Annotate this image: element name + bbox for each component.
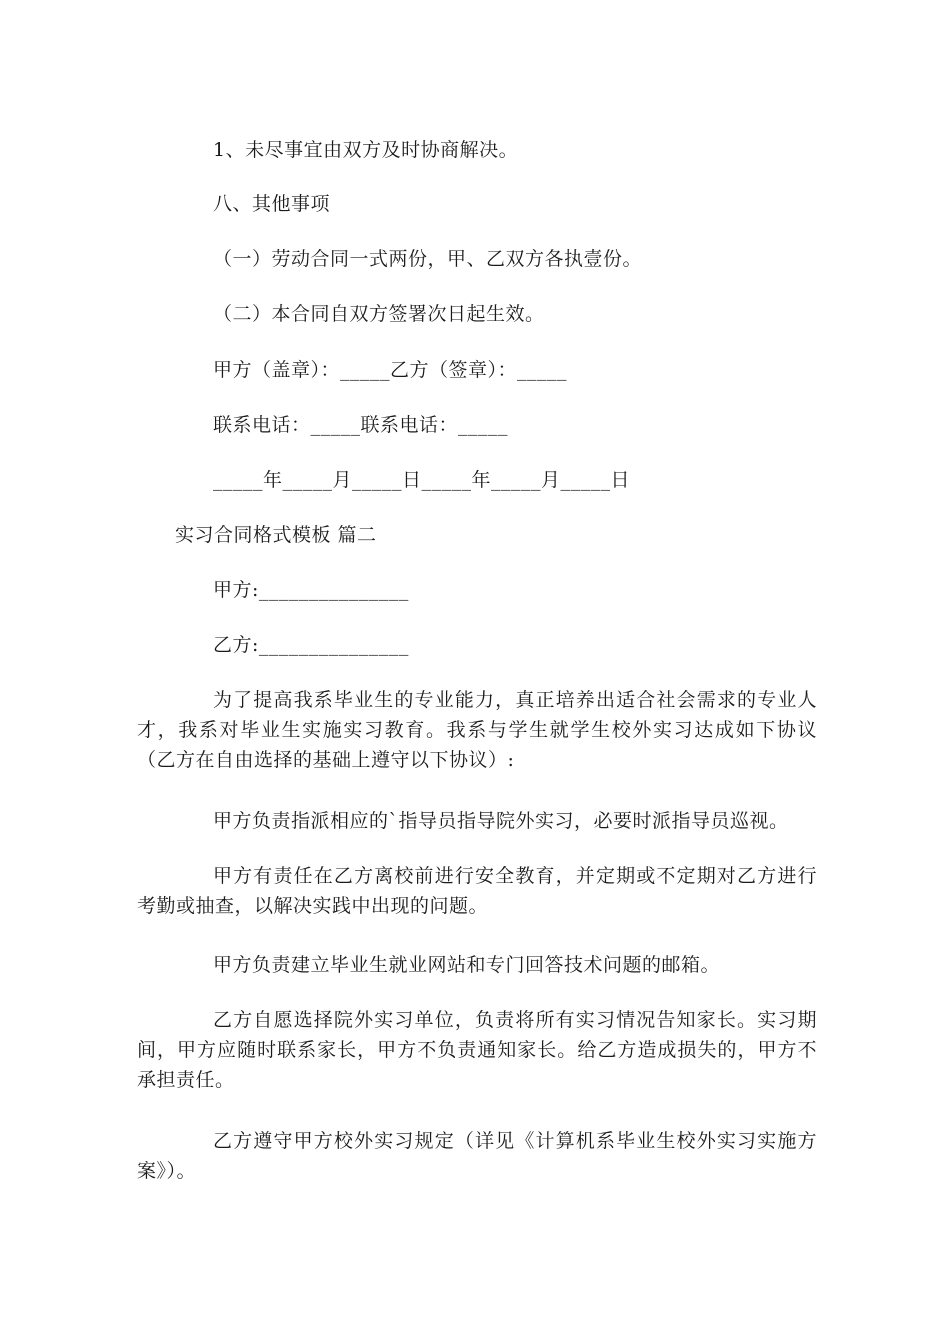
party-b-line: 乙方:_______________ xyxy=(213,634,409,656)
clause-2-paragraph: 甲方有责任在乙方离校前进行安全教育，并定期或不定期对乙方进行考勤或抽查，以解决实践中出现的问题。 xyxy=(137,865,817,917)
clause-3-paragraph: 甲方负责建立毕业生就业网站和专门回答技术问题的邮箱。 xyxy=(213,954,721,976)
signature-line: 甲方（盖章）：_____乙方（签章）：_____ xyxy=(213,359,568,381)
section-two-title: 实习合同格式模板 篇二 xyxy=(175,524,377,546)
section-eight-heading: 八、其他事项 xyxy=(213,193,331,215)
date-line: _____年_____月_____日_____年_____月_____日 xyxy=(213,469,631,491)
clause-4-paragraph: 乙方自愿选择院外实习单位，负责将所有实习情况告知家长。实习期间，甲方应随时联系家长，甲方不负责通知家长。给乙方造成损失的，甲方不承担责任。 xyxy=(137,1009,817,1091)
intro-paragraph: 为了提高我系毕业生的专业能力，真正培养出适合社会需求的专业人才，我系对毕业生实施实习教育。我系与学生就学生校外实习达成如下协议（乙方在自由选择的基础上遵守以下协议）: xyxy=(137,689,817,771)
sub-item-2-text: （二）本合同自双方签署次日起生效。 xyxy=(213,303,545,325)
party-a-line: 甲方:_______________ xyxy=(213,579,409,601)
phone-line: 联系电话：_____联系电话：_____ xyxy=(213,414,509,436)
sub-item-1-text: （一）劳动合同一式两份，甲、乙双方各执壹份。 xyxy=(213,248,643,270)
clause-5-paragraph: 乙方遵守甲方校外实习规定（详见《计算机系毕业生校外实习实施方案》）。 xyxy=(137,1130,817,1182)
item-1-text: 1、未尽事宜由双方及时协商解决。 xyxy=(213,139,519,161)
clause-1-paragraph: 甲方负责指派相应的`指导员指导院外实习，必要时派指导员巡视。 xyxy=(213,810,789,832)
